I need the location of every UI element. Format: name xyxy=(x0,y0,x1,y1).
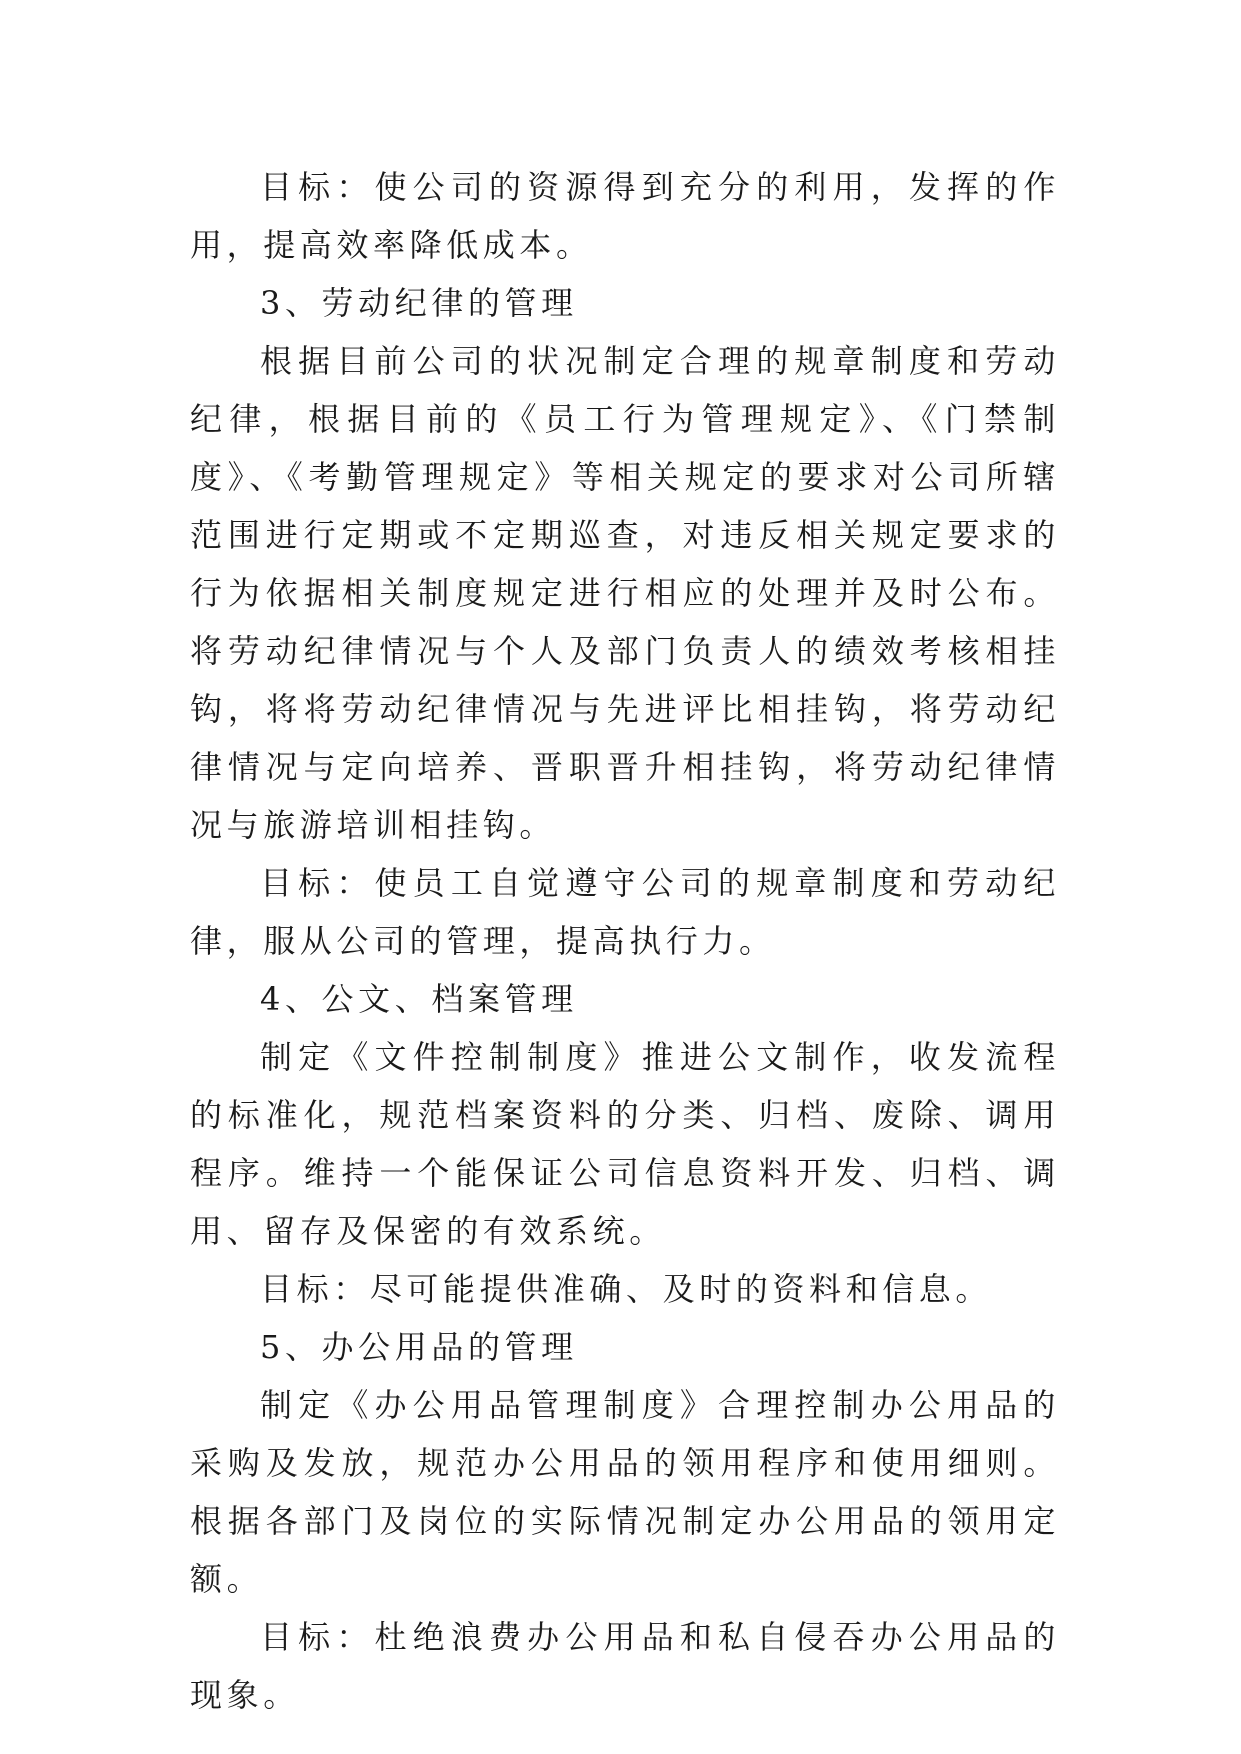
paragraph-document-archive: 制定《文件控制制度》推进公文制作，收发流程的标准化，规范档案资料的分类、归档、废除、调用程序。维持一个能保证公司信息资料开发、归档、调用、留存及保密的有效系统。 xyxy=(190,1038,1060,1250)
paragraph-office-supplies: 制定《办公用品管理制度》合理控制办公用品的采购及发放，规范办公用品的领用程序和使用细则。根据各部门及岗位的实际情况制定办公用品的领用定额。 xyxy=(190,1386,1060,1598)
paragraph-goal-discipline: 目标：使员工自觉遵守公司的规章制度和劳动纪律，服从公司的管理，提高执行力。 xyxy=(190,864,1060,960)
heading-office-supplies: 5、办公用品的管理 xyxy=(260,1328,578,1366)
heading-document-archive: 4、公文、档案管理 xyxy=(260,980,578,1018)
heading-labor-discipline: 3、劳动纪律的管理 xyxy=(260,284,578,322)
paragraph-goal-information: 目标：尽可能提供准确、及时的资料和信息。 xyxy=(260,1270,993,1308)
paragraph-labor-discipline: 根据目前公司的状况制定合理的规章制度和劳动纪律，根据目前的《员工行为管理规定》、《门禁制度》、《考勤管理规定》等相关规定的要求对公司所辖范围进行定期或不定期巡查，对违反相关规定要求的行为依据相关制度规定进行相应的处理并及时公布。将劳动纪律情况与个人及部门负责人的绩效考核相挂钩，将将劳动纪律情况与先进评比相挂钩，将劳动纪律情况与定向培养、晋职晋升相挂钩，将劳动纪律情况与旅游培训相挂钩。 xyxy=(190,342,1060,844)
paragraph-goal-resources: 目标：使公司的资源得到充分的利用，发挥的作用，提高效率降低成本。 xyxy=(190,168,1060,264)
paragraph-goal-supplies: 目标：杜绝浪费办公用品和私自侵吞办公用品的现象。 xyxy=(190,1618,1060,1714)
document-body xyxy=(190,158,1060,1724)
